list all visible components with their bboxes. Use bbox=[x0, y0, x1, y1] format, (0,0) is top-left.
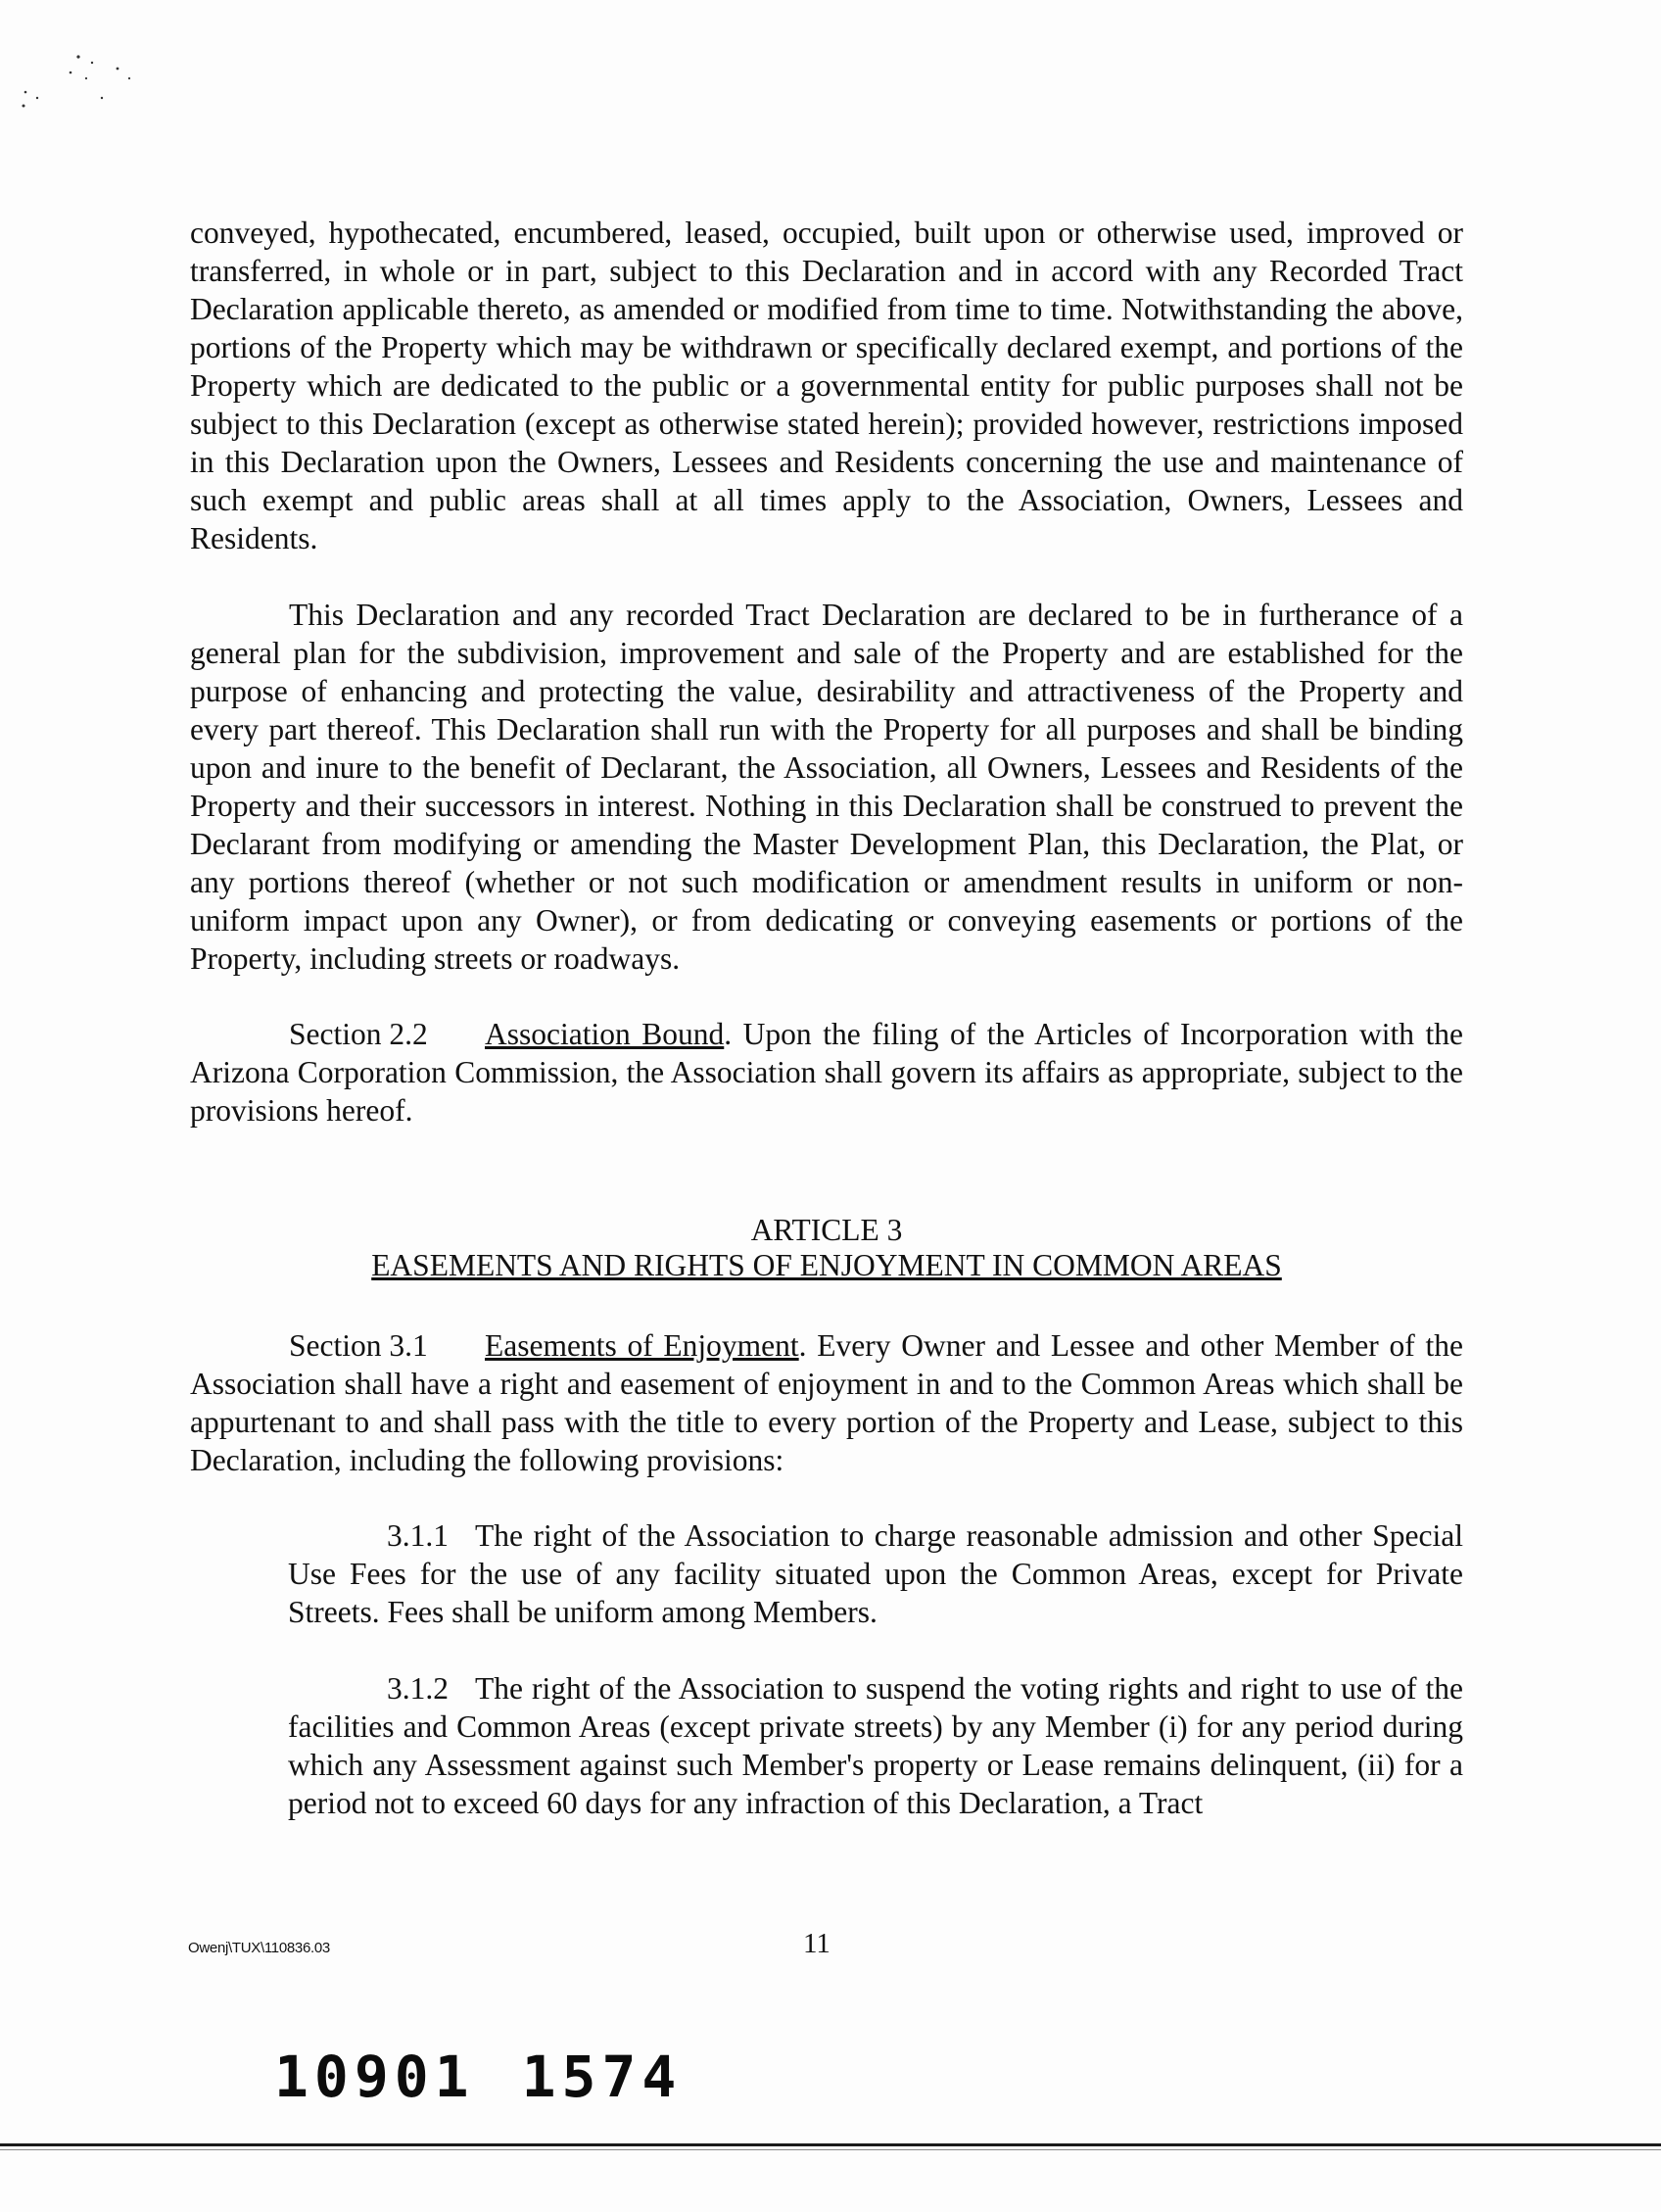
article-title bbox=[190, 1246, 1463, 1284]
recording-stamp bbox=[274, 2044, 682, 2110]
subsection-3-1-2 bbox=[288, 1669, 1463, 1822]
footer-file-id: Owenj\TUX\110836.03 bbox=[188, 1940, 330, 1956]
article-number: ARTICLE 3 bbox=[750, 1213, 903, 1247]
article-title-text: EASEMENTS AND RIGHTS OF ENJOYMENT IN COMMON AREAS bbox=[371, 1248, 1282, 1282]
section-2-2-paragraph bbox=[190, 1015, 1463, 1130]
subsection-3-1-1-number: 3.1.1 bbox=[387, 1518, 449, 1553]
section-3-1-text: . Every Owner and Lessee and other Member of the Association shall have a right and easement of enjoyment in and to the Common Areas which shall be appurtenant to and shall pass with the title to every portion of the Property and Lease, subject to this Declaration, including the following provisions: bbox=[190, 1328, 1463, 1477]
general-plan-paragraph: This Declaration and any recorded Tract Declaration are declared to be in furtherance of a general plan for the subdivision, improvement and sale of the Property and are established for the purpose of enhancing and protecting the value, desirability and attractiveness of the Property and every part thereof. This Declaration shall run with the Property for all purposes and shall be binding upon and inure to the benefit of Declarant, the Association, all Owners, Lessees and Residents of the Property and their successors in interest. Nothing in this Declaration shall be construed to prevent the Declarant from modifying or amending the Master Development Plan, this Declaration, the Plat, or any portions thereof (whether or not such modification or amendment results in uniform or non-uniform impact upon any Owner), or from dedicating or conveying easements or portions of the Property, including streets or roadways. bbox=[190, 598, 1463, 976]
recording-book: 10901 bbox=[274, 2044, 475, 2110]
bottom-rule-shadow bbox=[0, 2149, 1661, 2150]
subsection-3-1-1-text: The right of the Association to charge reasonable admission and other Special Use Fees for the use of any facility situated upon the Common Areas, except for Private Streets. Fees shall be uniform among Members. bbox=[288, 1518, 1463, 1629]
scan-specks bbox=[20, 49, 196, 137]
continuation-paragraph: conveyed, hypothecated, encumbered, leased, occupied, built upon or otherwise used, improved or transferred, in whole or in part, subject to this Declaration and in accord with any Recorded Tract Declaration applicable thereto, as amended or modified from time to time. Notwithstanding the above, portions of the Property which may be withdrawn or specifically declared exempt, and portions of the Property which are dedicated to the public or a governmental entity for public purposes shall not be subject to this Declaration (except as otherwise stated herein); provided however, restrictions imposed in this Declaration upon the Owners, Lessees and Residents concerning the use and maintenance of such exempt and public areas shall at all times apply to the Association, Owners, Lessees and Residents. bbox=[190, 216, 1463, 555]
section-3-1-paragraph bbox=[190, 1326, 1463, 1479]
section-3-1-number: Section 3.1 bbox=[289, 1328, 428, 1363]
section-2-2-text: . Upon the filing of the Articles of Incorporation with the Arizona Corporation Commission, the Association shall govern its affairs as appropriate, subject to the provisions hereof. bbox=[190, 1017, 1463, 1128]
section-3-1-heading: Easements of Enjoyment bbox=[485, 1328, 799, 1363]
subsection-3-1-2-text: The right of the Association to suspend the voting rights and right to use of the facilities and Common Areas (except private streets) by any Member (i) for any period during which any Assessment against such Member's property or Lease remains delinquent, (ii) for a period not to exceed 60 days for any infraction of this Declaration, a Tract bbox=[288, 1671, 1463, 1820]
section-2-2-number: Section 2.2 bbox=[289, 1017, 428, 1051]
subsection-3-1-2-number: 3.1.2 bbox=[387, 1671, 449, 1706]
subsection-3-1-1 bbox=[288, 1516, 1463, 1631]
recording-page: 1574 bbox=[521, 2044, 683, 2110]
section-2-2-heading: Association Bound bbox=[485, 1017, 725, 1051]
page-number: 11 bbox=[803, 1928, 830, 1959]
bottom-rule bbox=[0, 2143, 1661, 2146]
